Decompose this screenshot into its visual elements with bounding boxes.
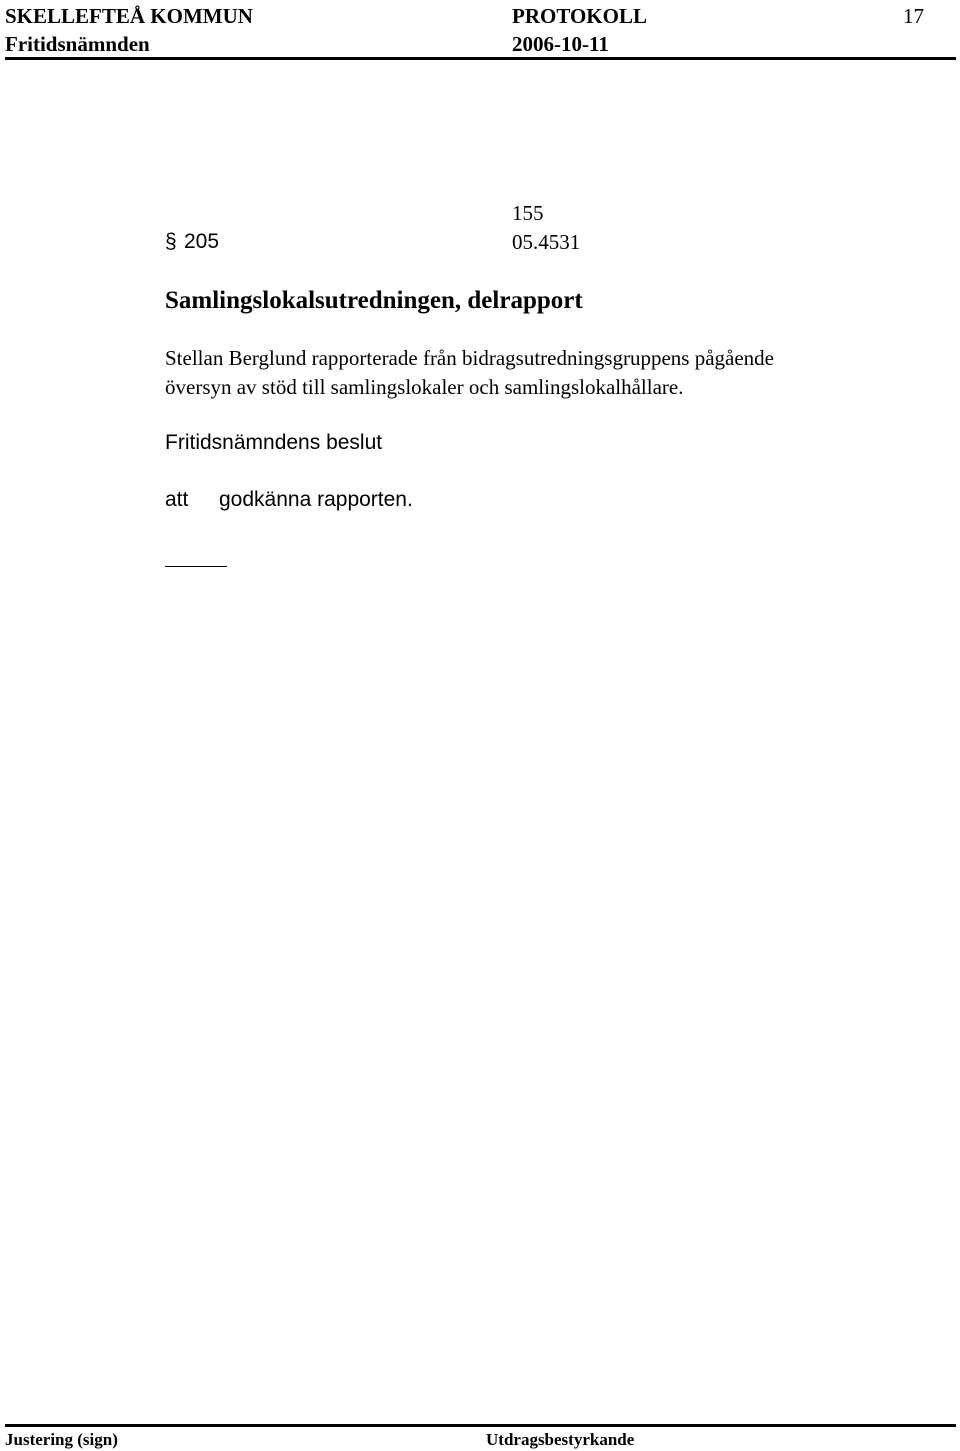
paragraph-line-1: Stellan Berglund rapporterade från bidragsutredningsgruppens pågående bbox=[165, 346, 774, 370]
footer-rule bbox=[5, 1424, 956, 1427]
section-end-rule bbox=[165, 566, 227, 567]
reference-number-1: 155 bbox=[512, 201, 544, 225]
reference-number-2: 05.4531 bbox=[512, 230, 581, 254]
footer-certification-label: Utdragsbestyrkande bbox=[486, 1430, 635, 1449]
meeting-date: 2006-10-11 bbox=[512, 32, 609, 56]
paragraph-line-2: översyn av stöd till samlingslokaler och samlingslokalhållare. bbox=[165, 375, 684, 399]
decision-heading: Fritidsnämndens beslut bbox=[165, 431, 383, 454]
committee-name: Fritidsnämnden bbox=[5, 32, 150, 56]
section-title: Samlingslokalsutredningen, delrapport bbox=[165, 287, 583, 314]
organization-name: SKELLEFTEÅ KOMMUN bbox=[5, 4, 253, 28]
document-type: PROTOKOLL bbox=[512, 4, 647, 28]
decision-text: godkänna rapporten. bbox=[219, 488, 413, 511]
section-number: 205 bbox=[184, 230, 220, 253]
page-number: 17 bbox=[903, 4, 924, 28]
section-symbol: § bbox=[165, 230, 177, 253]
header-rule bbox=[5, 57, 956, 60]
decision-att: att bbox=[165, 488, 189, 511]
footer-signature-label: Justering (sign) bbox=[5, 1430, 118, 1449]
